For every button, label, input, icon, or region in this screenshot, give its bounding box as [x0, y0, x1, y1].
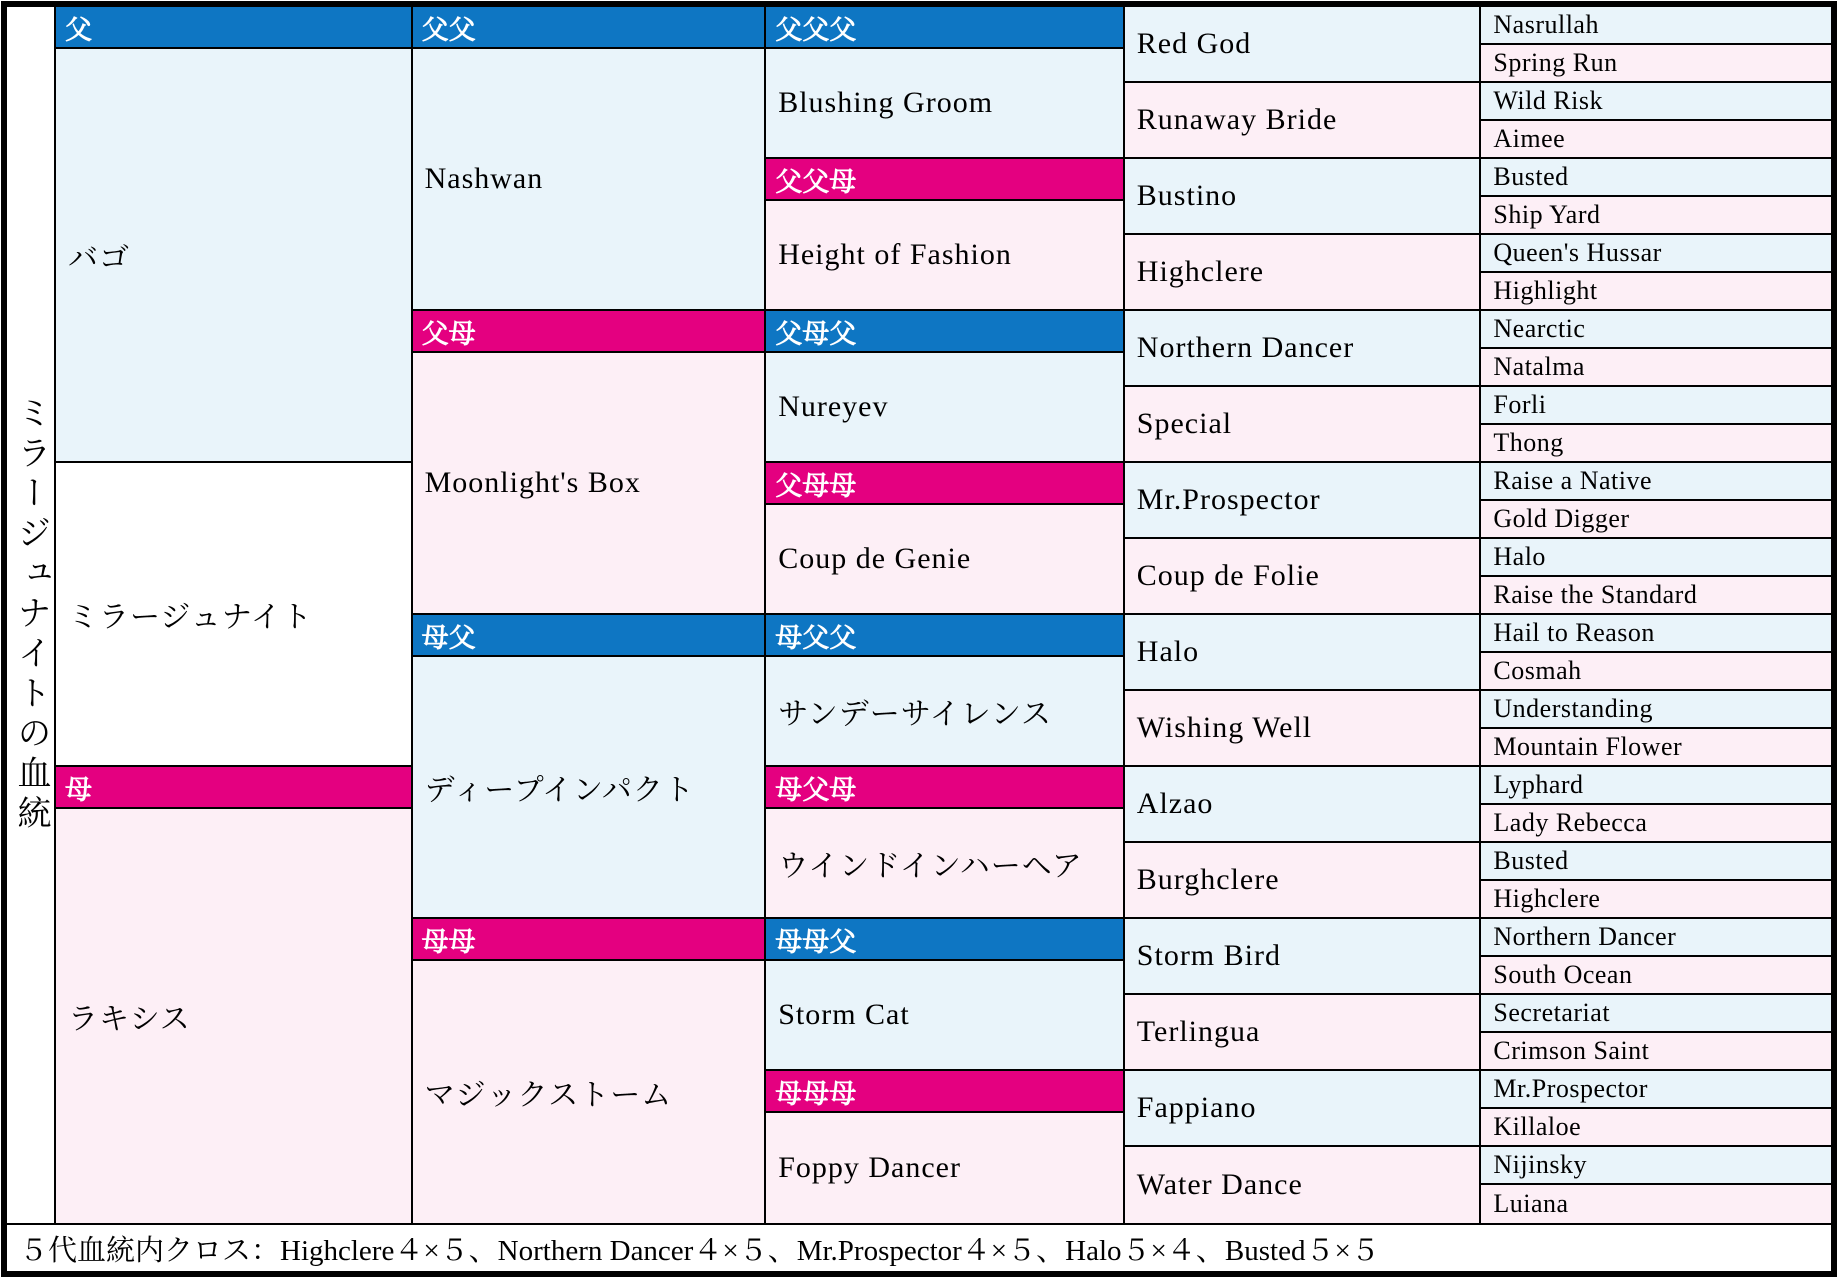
gen3-header: 母父母: [766, 767, 1123, 809]
gen5-cell: Understanding: [1481, 691, 1831, 729]
header-dam-dam: 母母: [413, 919, 765, 961]
inbreeding-cross-note: ５代血統内クロス：Highclere４×５、Northern Dancer４×５、Mr.Prospector４×５、Halo５×４、Busted５×５: [7, 1223, 1831, 1271]
gen5-cell: Queen's Hussar: [1481, 235, 1831, 273]
gen3-cell: ウインドインハーヘア: [766, 809, 1123, 919]
gen5-cell: Crimson Saint: [1481, 1033, 1831, 1071]
gen5-cell: Spring Run: [1481, 45, 1831, 83]
gen3-cell: Coup de Genie: [766, 505, 1123, 615]
pedigree-table: [1, 1, 1837, 1277]
gen4-cell: Bustino: [1125, 159, 1480, 235]
gen4-cell: Northern Dancer: [1125, 311, 1480, 387]
gen3-cell: Foppy Dancer: [766, 1113, 1123, 1223]
header-dam-sire: 母父: [413, 615, 765, 657]
cell-dam-dam: マジックストーム: [413, 961, 765, 1223]
gen5-cell: Lyphard: [1481, 767, 1831, 805]
header-mother: 母: [56, 767, 411, 809]
gen4-cell: Special: [1125, 387, 1480, 463]
gen5-cell: Nearctic: [1481, 311, 1831, 349]
gen5-cell: Highlight: [1481, 273, 1831, 311]
gen3-header: 父母父: [766, 311, 1123, 353]
gen5-cell: Aimee: [1481, 121, 1831, 159]
gen5-cell: Mountain Flower: [1481, 729, 1831, 767]
gen3-header: 父父父: [766, 7, 1123, 49]
gen5-cell: Thong: [1481, 425, 1831, 463]
gen3-cell: Height of Fashion: [766, 201, 1123, 311]
gen3-cell: サンデーサイレンス: [766, 657, 1123, 767]
gen4-cell: Highclere: [1125, 235, 1480, 311]
cell-sire-sire: Nashwan: [413, 49, 765, 311]
gen5-cell: Wild Risk: [1481, 83, 1831, 121]
gen5-cell: Raise the Standard: [1481, 577, 1831, 615]
gen3-header: 母父父: [766, 615, 1123, 657]
gen5-cell: Nijinsky: [1481, 1147, 1831, 1185]
gen5-cell: Natalma: [1481, 349, 1831, 387]
gen4-cell: Alzao: [1125, 767, 1480, 843]
gen5-cell: Killaloe: [1481, 1109, 1831, 1147]
gen4-cell: Burghclere: [1125, 843, 1480, 919]
gen5-cell: Mr.Prospector: [1481, 1071, 1831, 1109]
gen5-cell: Cosmah: [1481, 653, 1831, 691]
header-sire-dam: 父母: [413, 311, 765, 353]
gen3-header: 母母母: [766, 1071, 1123, 1113]
gen5-cell: Secretariat: [1481, 995, 1831, 1033]
gen5-cell: Halo: [1481, 539, 1831, 577]
gen3-header: 父父母: [766, 159, 1123, 201]
gen4-cell: Terlingua: [1125, 995, 1480, 1071]
gen4-cell: Coup de Folie: [1125, 539, 1480, 615]
gen4-cell: Wishing Well: [1125, 691, 1480, 767]
gen5-cell: Hail to Reason: [1481, 615, 1831, 653]
gen5-cell: Busted: [1481, 843, 1831, 881]
gen4-cell: Red God: [1125, 7, 1480, 83]
gen5-cell: Northern Dancer: [1481, 919, 1831, 957]
header-sire-sire: 父父: [413, 7, 765, 49]
gen5-cell: Lady Rebecca: [1481, 805, 1831, 843]
header-father: 父: [56, 7, 411, 49]
gen4-cell: Water Dance: [1125, 1147, 1480, 1223]
gen5-cell: South Ocean: [1481, 957, 1831, 995]
gen5-cell: Luiana: [1481, 1185, 1831, 1223]
vertical-title: ミラージュナイトの血統: [7, 7, 56, 1223]
gen3-cell: Nureyev: [766, 353, 1123, 463]
gen3-cell: Storm Cat: [766, 961, 1123, 1071]
cell-dam-sire: ディープインパクト: [413, 657, 765, 919]
cell-sire-dam: Moonlight's Box: [413, 353, 765, 615]
generation-3-column: [766, 7, 1125, 1223]
gen4-cell: Halo: [1125, 615, 1480, 691]
generation-4-column: [1125, 7, 1482, 1223]
gen3-cell: Blushing Groom: [766, 49, 1123, 159]
gen5-cell: Busted: [1481, 159, 1831, 197]
generation-5-column: [1481, 7, 1831, 1223]
gen5-cell: Forli: [1481, 387, 1831, 425]
gen4-cell: Runaway Bride: [1125, 83, 1480, 159]
cell-mother: ラキシス: [56, 809, 411, 1223]
gen5-cell: Nasrullah: [1481, 7, 1831, 45]
gen5-cell: Highclere: [1481, 881, 1831, 919]
pedigree-grid: [7, 7, 1831, 1223]
gen4-cell: Storm Bird: [1125, 919, 1480, 995]
gen3-header: 母母父: [766, 919, 1123, 961]
gen5-cell: Gold Digger: [1481, 501, 1831, 539]
gen4-cell: Fappiano: [1125, 1071, 1480, 1147]
gen5-cell: Raise a Native: [1481, 463, 1831, 501]
cell-father: バゴ: [56, 49, 411, 463]
cell-subject-horse: ミラージュナイト: [56, 463, 411, 767]
gen5-cell: Ship Yard: [1481, 197, 1831, 235]
gen3-header: 父母母: [766, 463, 1123, 505]
generation-1-column: [56, 7, 413, 1223]
generation-2-column: [413, 7, 767, 1223]
gen4-cell: Mr.Prospector: [1125, 463, 1480, 539]
